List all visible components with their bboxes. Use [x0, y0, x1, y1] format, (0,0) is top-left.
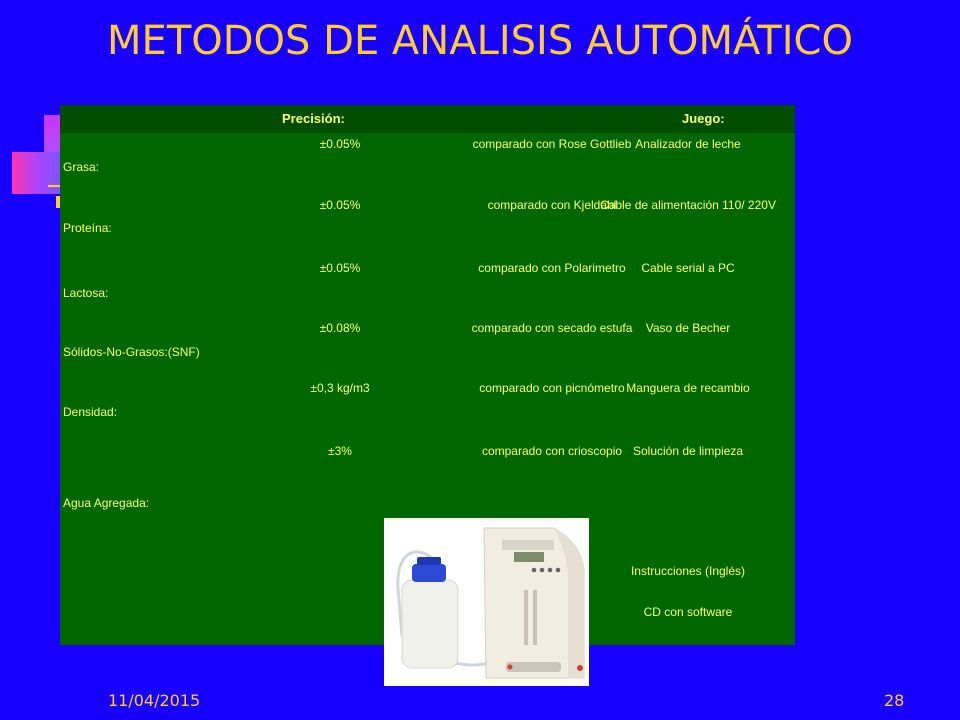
row-label: Grasa:: [63, 160, 100, 174]
row-comparison: comparado con crioscopio: [481, 444, 623, 458]
kit-item: Cable de alimentación 110/ 220V: [600, 198, 776, 212]
kit-item: Instrucciones (Inglés): [630, 564, 746, 578]
kit-item: Cable serial a PC: [641, 261, 735, 275]
row-value: ±0.05%: [319, 198, 361, 212]
row-label: Densidad:: [63, 405, 118, 419]
row-comparison: comparado con Kjeldahl: [487, 198, 617, 212]
header-precision: Precisión:: [282, 111, 345, 126]
kit-item: CD con software: [643, 605, 733, 619]
kit-item: Solución de limpieza: [632, 444, 744, 458]
row-comparison: comparado con Rose Gottlieb: [472, 137, 632, 151]
row-comparison: comparado con Polarimetro: [478, 261, 626, 275]
row-label: Sólidos-No-Grasos:(SNF): [63, 345, 200, 359]
row-value: ±0,3 kg/m3: [310, 381, 370, 395]
row-label: Proteína:: [63, 221, 112, 235]
slide-date: 11/04/2015: [108, 691, 201, 710]
decorative-block: [12, 152, 64, 194]
row-value: ±0.08%: [319, 321, 361, 335]
slide-number: 28: [884, 691, 905, 710]
kit-item: Analizador de leche: [635, 137, 741, 151]
milk-analyzer-photo: [384, 518, 589, 686]
kit-item: Vaso de Becher: [645, 321, 731, 335]
slide-title: METODOS DE ANALISIS AUTOMÁTICO: [107, 18, 853, 64]
row-comparison: comparado con secado estufa: [471, 321, 633, 335]
row-comparison: comparado con picnómetro: [479, 381, 625, 395]
row-value: ±0.05%: [319, 137, 361, 151]
row-value: ±0.05%: [319, 261, 361, 275]
header-kit: Juego:: [682, 111, 725, 126]
row-label: Agua Agregada:: [63, 496, 150, 510]
kit-item: Manguera de recambio: [626, 381, 750, 395]
table-header: [60, 105, 795, 133]
row-label: Lactosa:: [63, 286, 109, 300]
row-value: ±3%: [328, 444, 352, 458]
